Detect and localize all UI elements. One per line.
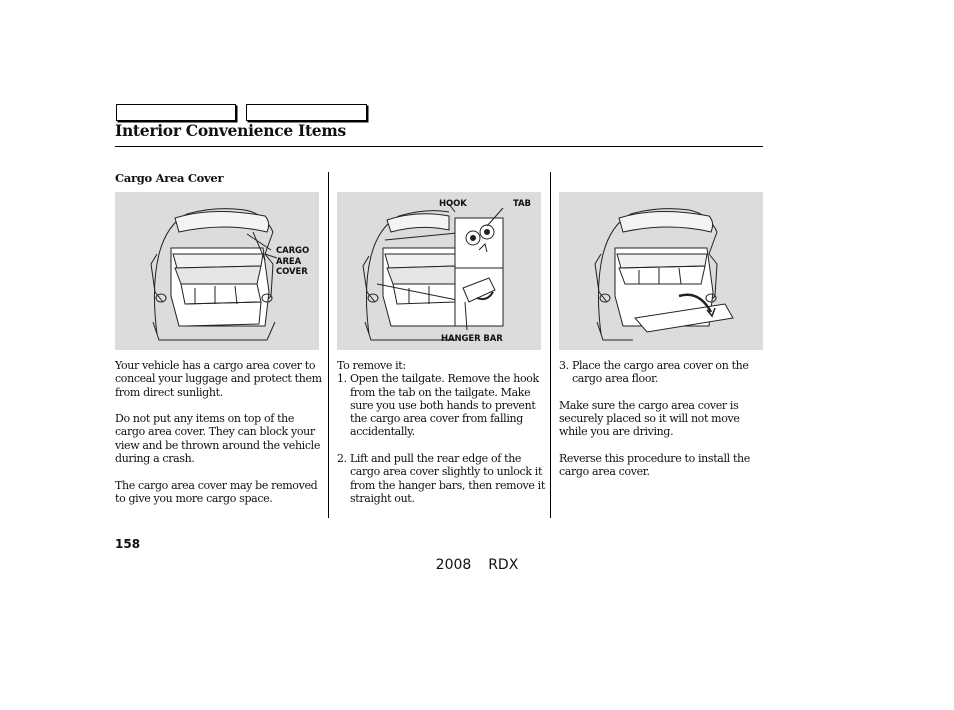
column-left-text: [115, 359, 323, 519]
paragraph: Do not put any items on top of the cargo area cover. They can block your view and be thrown around the vehicle during a crash.: [115, 412, 320, 466]
column-right-text: [559, 359, 767, 492]
vehicle-rear-illustration-3: [559, 192, 763, 350]
nav-tab-2[interactable]: [246, 104, 367, 121]
figure-hook-and-hanger: [337, 192, 541, 350]
step-2: 2. Lift and pull the rear edge of the cargo area cover slightly to unlock it from the hanger bars, then remove it straight out.: [337, 452, 545, 505]
paragraph: Reverse this procedure to install the cargo area cover.: [559, 452, 750, 479]
column-middle-text: [337, 359, 545, 519]
footer-model: 2008 RDX: [435, 557, 519, 573]
step-1: 1. Open the tailgate. Remove the hook from the tab on the tailgate. Make sure you use both hands to prevent the cargo area cover from falling accidentally.: [337, 372, 539, 439]
nav-tab-1[interactable]: [116, 104, 236, 121]
callout-hook: HOOK: [439, 199, 467, 209]
section-heading: Cargo Area Cover: [115, 171, 224, 185]
callout-cargo-area-cover: CARGO AREA COVER: [276, 246, 310, 277]
page-title: Interior Convenience Items: [115, 121, 346, 140]
paragraph: Your vehicle has a cargo area cover to conceal your luggage and protect them from direct sunlight.: [115, 359, 322, 399]
column-divider-1: [328, 172, 329, 518]
title-rule: [115, 146, 763, 147]
paragraph: Make sure the cargo area cover is securely placed so it will not move while you are driving.: [559, 398, 740, 439]
figure-cover-on-floor: [559, 192, 763, 350]
step-3: 3. Place the cargo area cover on the cargo area floor.: [559, 359, 749, 386]
vehicle-rear-illustration-2: [337, 192, 541, 350]
intro-text: To remove it:: [337, 359, 406, 372]
callout-hanger-bar: HANGER BAR: [441, 334, 503, 344]
paragraph: The cargo area cover may be removed to give you more cargo space.: [115, 478, 318, 505]
callout-tab: TAB: [513, 199, 531, 209]
page-number: 158: [115, 537, 141, 551]
column-divider-2: [550, 172, 551, 518]
